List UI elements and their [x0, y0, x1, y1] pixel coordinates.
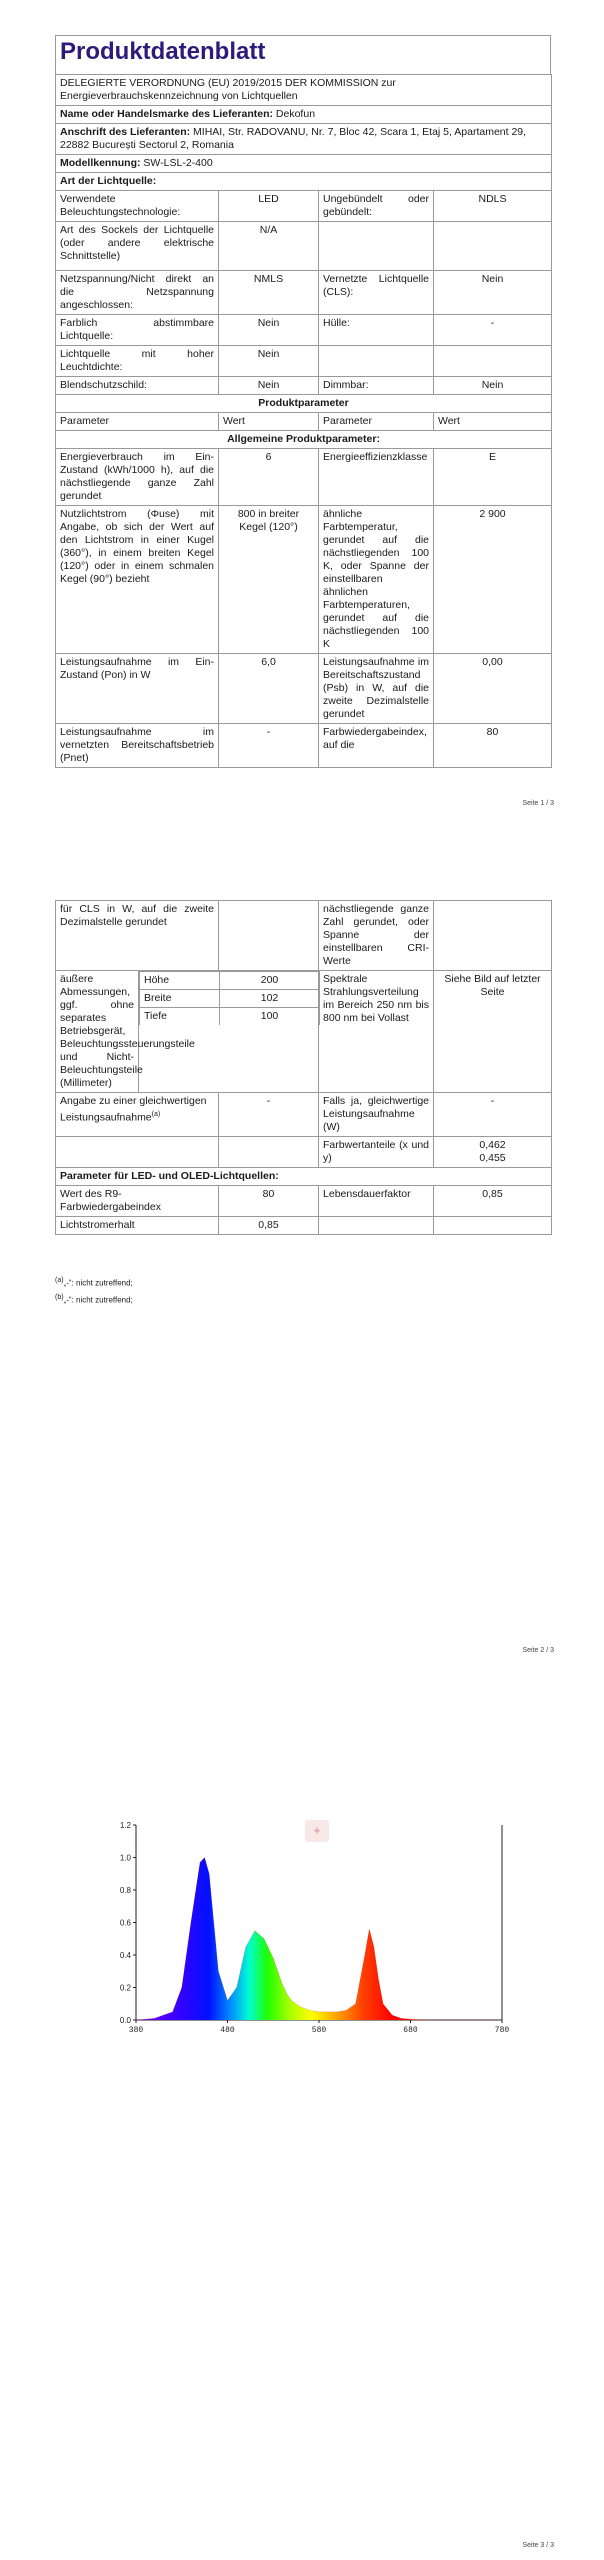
param-label: Blendschutzschild:	[56, 377, 219, 395]
y-tick-label: 1.2	[119, 1821, 131, 1830]
footnotes	[55, 1274, 133, 1307]
table-row	[56, 346, 552, 377]
dim-name: Höhe	[140, 972, 220, 990]
equiv-power-value: -	[434, 1093, 552, 1137]
page-number: Seite 1 / 3	[522, 800, 554, 807]
param-label: ähnliche Farbtemperatur, gerundet auf die nächstliegenden 100 K, oder Spanne der einstellbaren ähnlichen Farbtemperaturen, gerundet auf die nächstliegenden 100 K	[319, 506, 434, 654]
footnote-b: $^{(b)}$„-“: nicht zutreffend;	[55, 1293, 133, 1305]
r9-label: Wert des R9-Farbwiedergabeindex	[56, 1186, 219, 1217]
product-params-title: Produktparameter	[56, 395, 552, 413]
chroma-values	[434, 1137, 552, 1168]
spectral-value: Siehe Bild auf letzter Seite	[434, 971, 552, 1093]
param-label: Netzspannung/Nicht direkt an die Netzspannung angeschlossen:	[56, 271, 219, 315]
x-tick-label: 680	[403, 2026, 418, 2035]
y-tick-label: 0.0	[119, 2016, 131, 2025]
param-label: Energieeffizienzklasse	[319, 449, 434, 506]
spectral-distribution-chart	[98, 1815, 518, 2037]
table-row	[56, 1137, 552, 1168]
life-label: Lebensdauerfaktor	[319, 1186, 434, 1217]
dim-name: Tiefe	[140, 1008, 220, 1026]
page-3	[0, 1662, 604, 2560]
param-value: NMLS	[219, 271, 319, 315]
light-source-type-heading: Art der Lichtquelle:	[56, 173, 552, 191]
param-label: Ungebündelt oder gebündelt:	[319, 191, 434, 222]
param-value: 2 900	[434, 506, 552, 654]
footnote-text: „-“: nicht zutreffend;	[63, 1295, 133, 1305]
column-header: Parameter	[319, 413, 434, 431]
equiv-power-label: Falls ja, gleichwertige Leistungsaufnahme (W)	[319, 1093, 434, 1137]
x-tick-label: 380	[128, 2026, 144, 2035]
page-1	[0, 0, 604, 812]
dim-value: 100	[220, 1008, 320, 1026]
param-label: Farblich abstimmbare Lichtquelle:	[56, 315, 219, 346]
x-tick-label: 480	[220, 2026, 235, 2035]
param-label: Energieverbrauch im Ein-Zustand (kWh/1000 h), auf die nächstliegende ganze Zahl gerundet	[56, 449, 219, 506]
supplier-name-row	[56, 106, 552, 124]
product-table-page-2	[55, 900, 552, 1235]
table-row	[56, 271, 552, 315]
supplier-address: MIHAI, Str. RADOVANU, Nr. 7, Bloc 42, Scara 1, Etaj 5, Apartament 29, 22882 București Sectorul 2, Romania	[60, 126, 527, 151]
spectrum-area	[136, 1858, 502, 2021]
y-tick-label: 0.8	[119, 1886, 131, 1895]
regulation-text: DELEGIERTE VERORDNUNG (EU) 2019/2015 DER KOMMISSION zur Energieverbrauchskennzeichnung von Lichtquellen	[56, 75, 552, 106]
dimensions-label: äußere Abmessungen, ggf. ohne separates Betriebsgerät, Beleuchtungssteuerungsteile und Nicht-Beleuchtungsteile (Millimeter)	[56, 971, 139, 1093]
dimensions-cell	[139, 971, 319, 1093]
param-label: Leistungsaufnahme im Bereitschaftszustand (Psb) in W, auf die zweite Dezimalstelle gerundet	[319, 654, 434, 724]
table-row	[56, 654, 552, 724]
chroma-y: 0,455	[479, 1152, 506, 1164]
dim-value: 102	[220, 990, 320, 1008]
y-tick-label: 0.4	[119, 1951, 131, 1960]
param-value: Nein	[434, 377, 552, 395]
table-row	[56, 971, 552, 1093]
table-row	[56, 506, 552, 654]
table-row	[56, 1093, 552, 1137]
x-tick-label: 580	[311, 2026, 327, 2035]
param-value: 0,00	[434, 654, 552, 724]
supplier-address-label: Anschrift des Lieferanten:	[60, 126, 191, 138]
supplier-address-row	[56, 124, 552, 155]
param-value: 6,0	[219, 654, 319, 724]
param-value	[434, 222, 552, 271]
r9-value: 80	[219, 1186, 319, 1217]
x-tick-label: 780	[494, 2026, 510, 2035]
param-label	[319, 346, 434, 377]
param-value: Nein	[219, 377, 319, 395]
param-label: Leistungsaufnahme im Ein-Zustand (Pon) in W	[56, 654, 219, 724]
table-row	[56, 191, 552, 222]
param-label: Art des Sockels der Lichtquelle (oder andere elektrische Schnittstelle)	[56, 222, 219, 271]
table-row	[56, 377, 552, 395]
page-number: Seite 3 / 3	[522, 2542, 554, 2549]
param-value: E	[434, 449, 552, 506]
y-tick-label: 0.6	[119, 1918, 131, 1928]
chroma-label: Farbwertanteile (x und y)	[319, 1137, 434, 1168]
param-label: Nutzlichtstrom (Φuse) mit Angabe, ob sich der Wert auf den Lichtstrom in einer Kugel (360°), in einem breiten Kegel (120°) oder in einem schmalen Kegel (90°) bezieht	[56, 506, 219, 654]
table-row	[56, 222, 552, 271]
y-tick-label: 0.2	[119, 1983, 131, 1993]
column-header: Wert	[219, 413, 319, 431]
equiv-value: -	[219, 1093, 319, 1137]
flux-value: 0,85	[219, 1217, 319, 1235]
led-params-title: Parameter für LED- und OLED-Lichtquellen:	[56, 1168, 552, 1186]
watermark-logo: ✦	[305, 1820, 329, 1842]
table-row	[56, 901, 552, 971]
param-label: Vernetzte Lichtquelle (CLS):	[319, 271, 434, 315]
param-label	[319, 222, 434, 271]
dim-value: 200	[220, 972, 320, 990]
param-value: Nein	[434, 271, 552, 315]
param-value: 800 in breiter Kegel (120°)	[219, 506, 319, 654]
column-headers	[56, 413, 552, 431]
supplier-name-label: Name oder Handelsmarke des Lieferanten:	[60, 108, 273, 120]
param-label: nächstliegende ganze Zahl gerundet, oder Spanne der einstellbaren CRI-Werte	[319, 901, 434, 971]
document-title: Produktdatenblatt	[60, 38, 266, 65]
footnote-a: $^{(a)}$„-“: nicht zutreffend;	[55, 1277, 133, 1288]
param-value: Nein	[219, 346, 319, 377]
column-header: Wert	[434, 413, 552, 431]
chroma-x: 0,462	[479, 1139, 506, 1151]
param-label: Verwendete Beleuchtungstechnologie:	[56, 191, 219, 222]
param-value	[434, 346, 552, 377]
table-row	[56, 724, 552, 768]
param-value: 80	[434, 724, 552, 768]
param-label: Hülle:	[319, 315, 434, 346]
param-label: Lichtquelle mit hoher Leuchtdichte:	[56, 346, 219, 377]
table-row	[56, 1217, 552, 1235]
life-value: 0,85	[434, 1186, 552, 1217]
model-label: Modellkennung:	[60, 157, 141, 169]
y-tick-label: 1.0	[119, 1853, 131, 1863]
param-value: LED	[219, 191, 319, 222]
param-label: Leistungsaufnahme im vernetzten Bereitschaftsbetrieb (Pnet)	[56, 724, 219, 768]
param-label: Farbwiedergabeindex, auf die	[319, 724, 434, 768]
flux-label: Lichtstromerhalt	[56, 1217, 219, 1235]
page-2	[0, 812, 604, 1662]
supplier-name: Dekofun	[275, 108, 316, 120]
param-value: -	[219, 724, 319, 768]
product-table-page-1	[55, 74, 552, 768]
equiv-label-cell: Angabe zu einer gleichwertigen Leistungsaufnahme$^{(a)}$	[56, 1093, 219, 1137]
param-value: NDLS	[434, 191, 552, 222]
param-value: 6	[219, 449, 319, 506]
param-value: Nein	[219, 315, 319, 346]
param-label: Dimmbar:	[319, 377, 434, 395]
model-row	[56, 155, 552, 173]
dim-name: Breite	[140, 990, 220, 1008]
param-label: für CLS in W, auf die zweite Dezimalstelle gerundet	[56, 901, 219, 971]
table-row	[56, 1186, 552, 1217]
dimensions-table	[139, 971, 320, 1025]
param-value: -	[434, 315, 552, 346]
table-row	[56, 315, 552, 346]
model-id: SW-LSL-2-400	[143, 157, 213, 169]
general-params-title: Allgemeine Produktparameter:	[56, 431, 552, 449]
column-header: Parameter	[56, 413, 219, 431]
param-value: N/A	[219, 222, 319, 271]
page-number: Seite 2 / 3	[522, 1647, 554, 1654]
table-row	[56, 449, 552, 506]
equiv-label: Angabe zu einer gleichwertigen Leistungsaufnahme	[60, 1095, 207, 1124]
footnote-text: „-“: nicht zutreffend;	[63, 1278, 133, 1288]
spectral-label: Spektrale Strahlungsverteilung im Bereich 250 nm bis 800 nm bei Vollast	[319, 971, 434, 1093]
